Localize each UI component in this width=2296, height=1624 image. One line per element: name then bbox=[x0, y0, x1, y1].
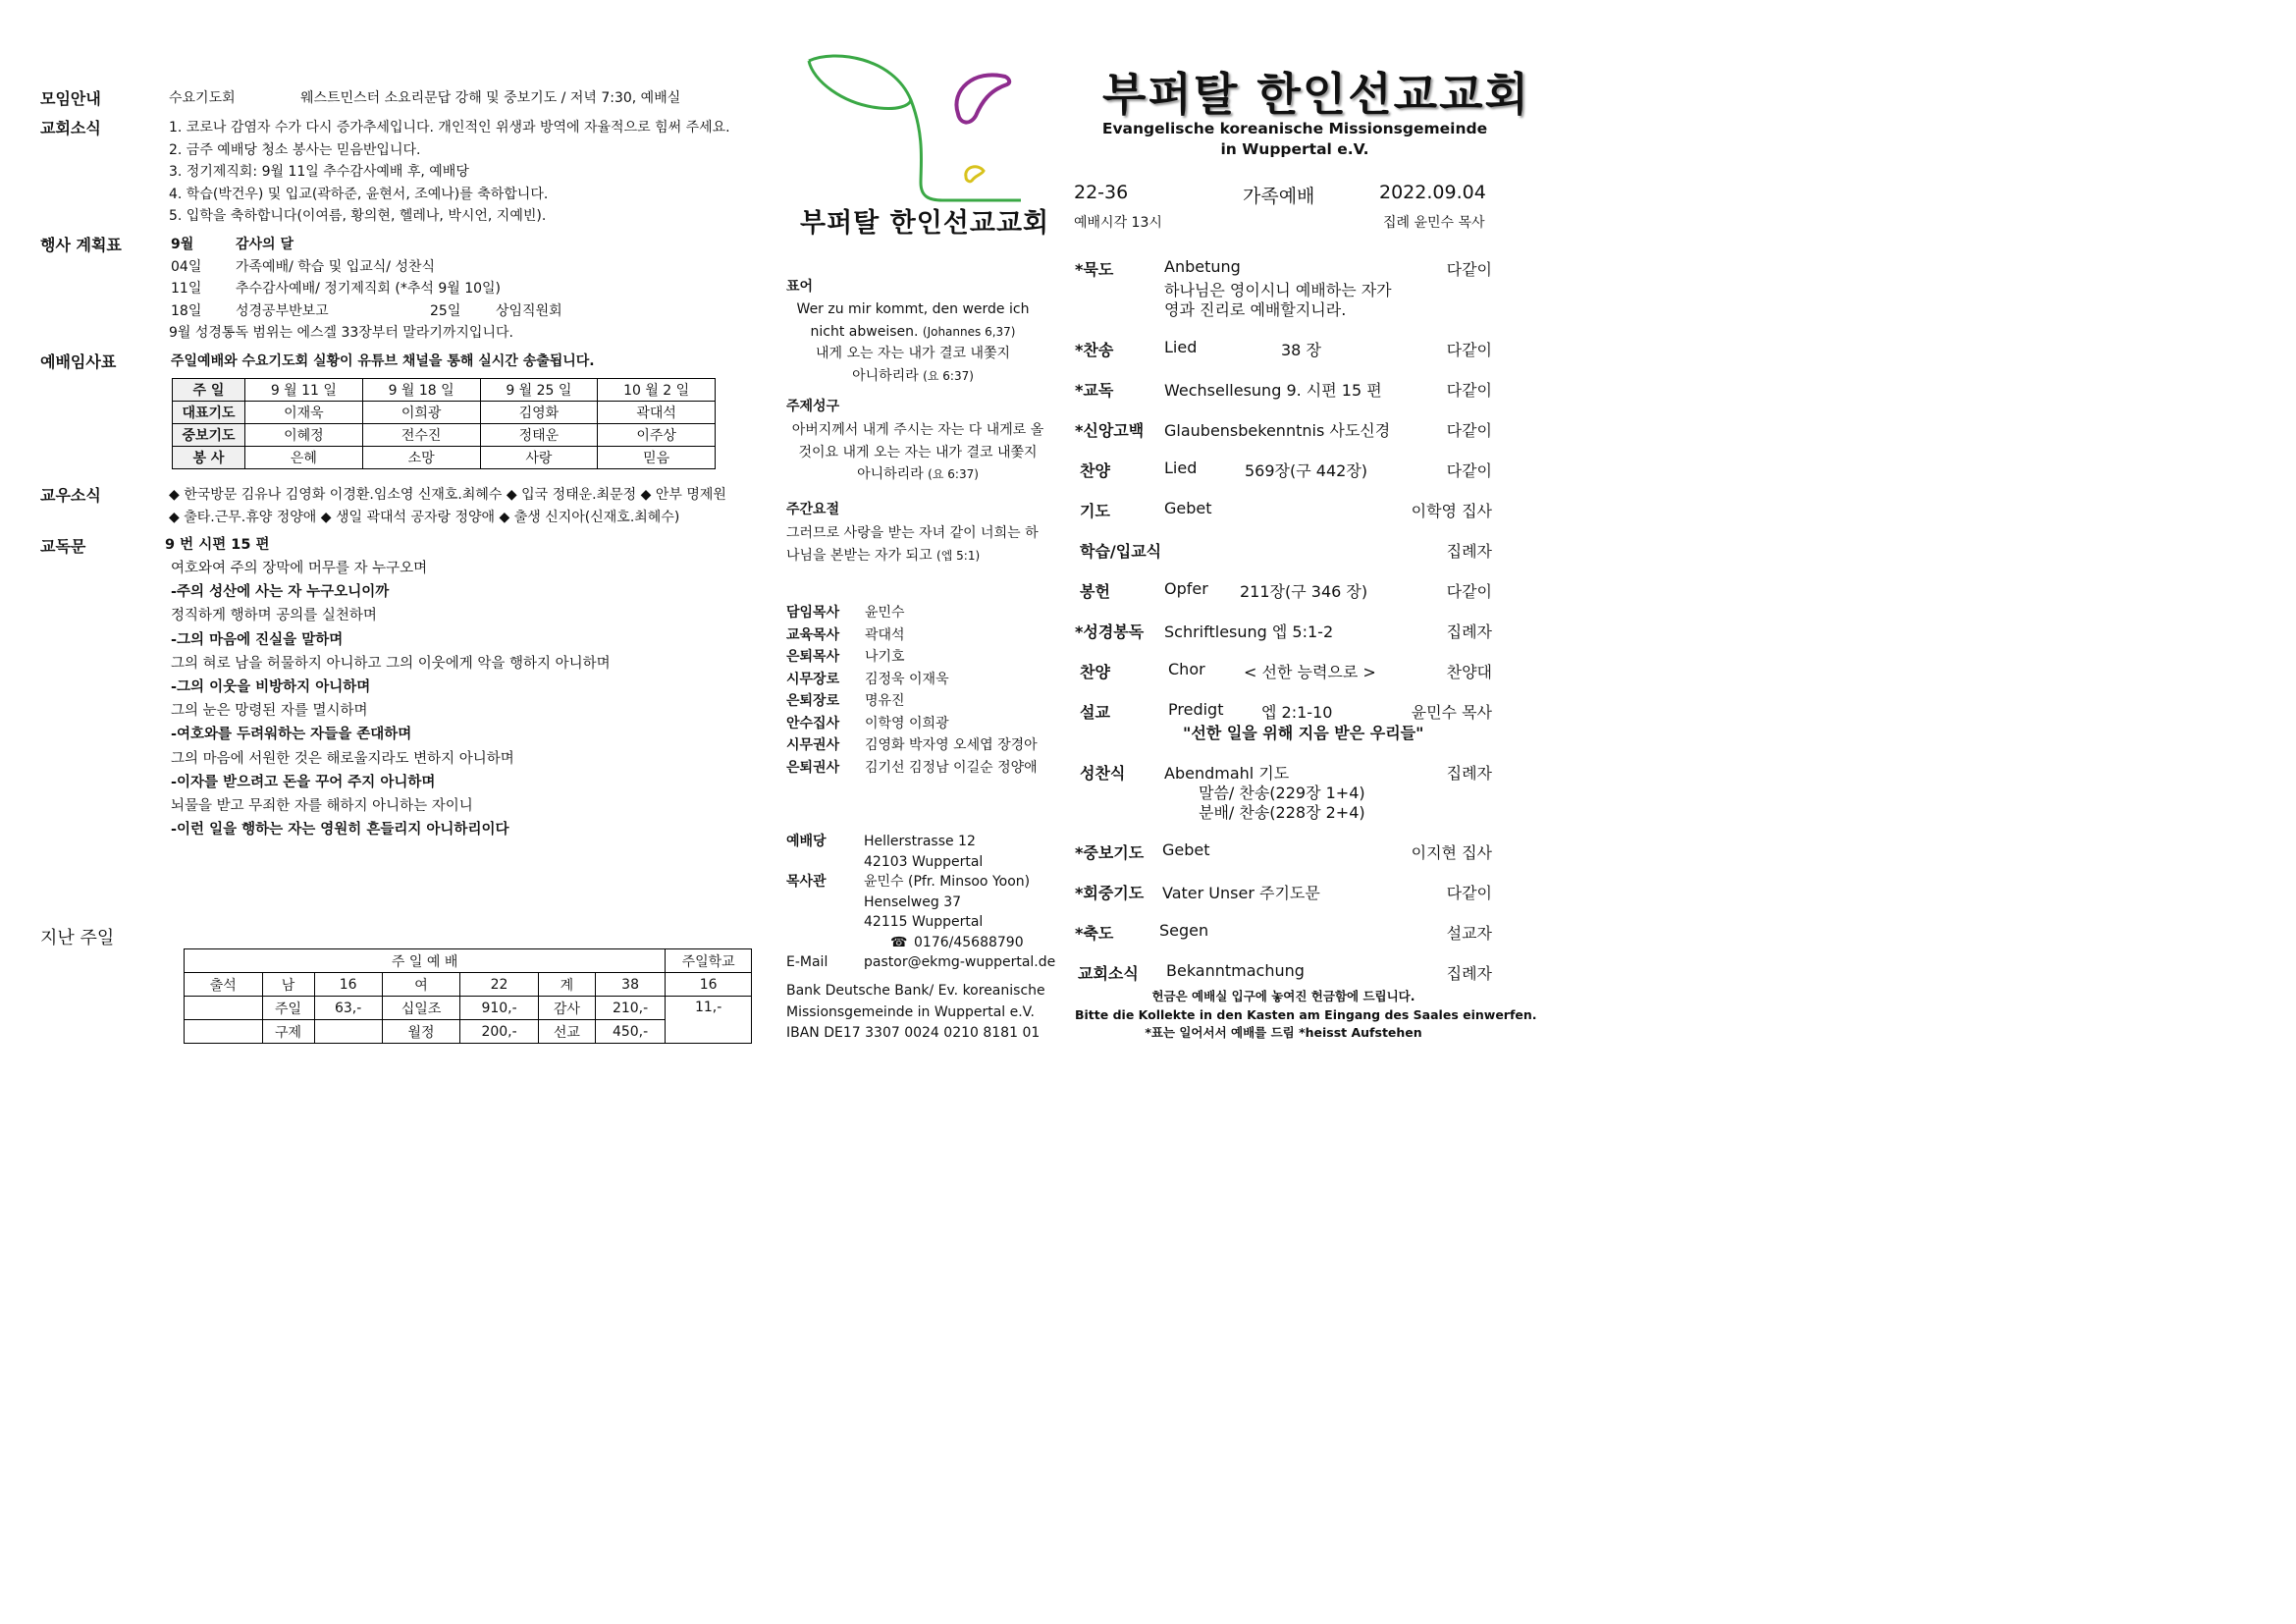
reading-line: 여호와여 주의 장막에 머무를 자 누구오며 bbox=[171, 561, 428, 576]
news-label: 교회소식 bbox=[40, 119, 101, 137]
news-item: 4. 학습(박건우) 및 입교(곽하준, 윤현서, 조예나)를 축하합니다. bbox=[169, 186, 549, 202]
table-row: 중보기도 이혜정 전수진 정태운 이주상 bbox=[173, 424, 716, 447]
reading-line: -그의 마음에 진실을 말하며 bbox=[171, 631, 344, 648]
phone-icon: ☎ bbox=[890, 934, 908, 950]
order-item: *찬송 Lied 38 장 다같이 bbox=[1075, 338, 1492, 359]
last-week-label: 지난 주일 bbox=[40, 928, 115, 948]
members-line: ◆ 출타.근무.휴양 정양애 ◆ 생일 곽대석 공자랑 정양애 ◆ 출생 신지아(신재호.최혜수) bbox=[169, 509, 680, 525]
order-item: 기도 Gebet 이학영 집사 bbox=[1080, 499, 1492, 520]
order-item: 교회소식 Bekanntmachung 집례자 bbox=[1078, 961, 1492, 983]
order-item: *교독 Wechsellesung 9. 시편 15 편 다같이 bbox=[1075, 381, 1492, 400]
attendance-table bbox=[184, 948, 752, 1044]
email-address[interactable]: pastor@ekmg-wuppertal.de bbox=[864, 954, 1056, 970]
weekly-label: 주간요절 bbox=[786, 502, 840, 517]
table-row: 출석 남 16 여 22 계 38 16 bbox=[185, 973, 752, 997]
table-row: 주 일 예 배 주일학교 bbox=[185, 949, 752, 973]
order-item: 봉헌 Opfer 211장(구 346 장) 다같이 bbox=[1080, 579, 1492, 601]
table-row: 봉 사 은혜 소망 사랑 믿음 bbox=[173, 447, 716, 469]
church-subtitle: Evangelische koreanische Missionsgemeinde in Wuppertal e.V. bbox=[1101, 120, 1488, 158]
reading-line: -이자를 받으려고 돈을 꾸어 주지 아니하며 bbox=[171, 774, 436, 790]
members-line: ◆ 한국방문 김유나 김영화 이경환.임소영 신재호.최혜수 ◆ 입국 정태운.최문정 ◆ 안부 명제원 bbox=[169, 487, 726, 503]
staff-row: 안수집사 이학영 이희광 bbox=[786, 715, 949, 731]
logo-text: 부퍼탈 한인선교교회 bbox=[800, 208, 1050, 239]
church-address-label: 예배당 bbox=[786, 834, 827, 849]
service-time: 예배시각 13시 bbox=[1074, 215, 1162, 231]
staff-row: 시무장로 김정욱 이재욱 bbox=[786, 671, 949, 687]
members-block bbox=[169, 484, 726, 528]
order-item: *성경봉독 Schriftlesung 엡 5:1-2 집례자 bbox=[1075, 623, 1492, 641]
staff-row: 은퇴장로 명유진 bbox=[786, 693, 905, 709]
news-item: 2. 금주 예배당 청소 봉사는 믿음반입니다. bbox=[169, 141, 421, 158]
news-item: 1. 코로나 감염자 수가 다시 증가추세입니다. 개인적인 위생과 방역에 자율적으로 힘써 주세요. bbox=[169, 120, 730, 135]
footer-notes: 헌금은 예배실 입구에 놓여진 헌금함에 드립니다. Bitte die Kollekte in den Kasten am Eingang des Saales einwerfen. *표는 일어서서 예배를 드림 *heisst Aufstehen bbox=[1075, 989, 1537, 1040]
order-item: 성찬식 Abendmahl 기도 집례자 말씀/ 찬송(229장 1+4) 분배/ 찬송(228장 2+4) bbox=[1080, 764, 1492, 822]
staff-row: 시무권사 김영화 박자영 오세엽 장경아 bbox=[786, 737, 1038, 753]
order-item: *회중기도 Vater Unser 주기도문 다같이 bbox=[1075, 884, 1492, 902]
bulletin-page bbox=[0, 0, 1537, 1083]
contact-block: 예배당 Hellerstrasse 12 42103 Wuppertal 목사관 윤민수 (Pfr. Minsoo Yoon) Henselweg 37 42115 Wuppertal ☎ 0176/45688790 E-Mail pastor@ekmg-wuppertal.de bbox=[786, 832, 828, 973]
events-month: 9월 bbox=[171, 237, 194, 252]
staff-row: 교육목사 곽대석 bbox=[786, 626, 905, 643]
events-note: 9월 성경통독 범위는 에스겔 33장부터 말라기까지입니다. bbox=[169, 325, 513, 341]
reading-line: -이런 일을 행하는 자는 영원히 흔들리지 아니하리이다 bbox=[171, 822, 509, 839]
phone-number: 0176/45688790 bbox=[914, 934, 1024, 950]
theme-label: 주제성구 bbox=[786, 399, 840, 414]
news-item: 5. 입학을 축하합니다(이여름, 황의현, 헬레나, 박시언, 지예빈). bbox=[169, 208, 547, 224]
meeting-name: 수요기도회 bbox=[169, 90, 236, 106]
service-date: 2022.09.04 bbox=[1379, 182, 1486, 203]
bank-info: Bank Deutsche Bank/ Ev. koreanische Missionsgemeinde in Wuppertal e.V. IBAN DE17 3307 0024 0210 8181 01 bbox=[786, 983, 1045, 1041]
reading-line: 그의 눈은 망령된 자를 멸시하며 bbox=[171, 703, 368, 720]
members-label: 교우소식 bbox=[40, 486, 101, 505]
reading-line: -주의 성산에 사는 자 누구오니이까 bbox=[171, 584, 390, 601]
meeting-desc: 웨스트민스터 소요리문답 강해 및 중보기도 / 저녁 7:30, 예배실 bbox=[300, 90, 681, 106]
order-item: *신앙고백 Glaubensbekenntnis 사도신경 다같이 bbox=[1075, 421, 1492, 440]
meeting-label: 모임안내 bbox=[40, 89, 101, 108]
service-leader: 집례 윤민수 목사 bbox=[1383, 215, 1485, 231]
news-list bbox=[169, 117, 730, 228]
church-logo-icon bbox=[795, 47, 1031, 209]
reading-line: 뇌물을 받고 무죄한 자를 해하지 아니하는 자이니 bbox=[171, 798, 473, 815]
duty-table bbox=[172, 378, 716, 469]
order-item: 찬양 Chor < 선한 능력으로 > 찬양대 bbox=[1080, 660, 1492, 681]
service-type: 가족예배 bbox=[1243, 186, 1315, 207]
event-row: 18일 성경공부반보고 25일 상임직원회 bbox=[171, 302, 562, 319]
table-row: 주일 63,- 십일조 910,- 감사 210,- 11,- bbox=[185, 997, 752, 1020]
manse-label: 목사관 bbox=[786, 874, 827, 890]
sermon-title: "선한 일을 위해 지음 받은 우리들" bbox=[1183, 724, 1424, 742]
reading-line: -그의 이웃을 비방하지 아니하며 bbox=[171, 679, 371, 696]
reading-line: -여호와를 두려워하는 자들을 존대하며 bbox=[171, 727, 412, 743]
reading-label: 교독문 bbox=[40, 537, 86, 556]
order-item: 찬양 Lied 569장(구 442장) 다같이 bbox=[1080, 459, 1492, 480]
reading-line: 그의 혀로 남을 허물하지 아니하고 그의 이웃에게 악을 행하지 아니하며 bbox=[171, 655, 611, 672]
table-row: 구제 월정 200,- 선교 450,- bbox=[185, 1020, 752, 1044]
event-row: 11일 추수감사예배/ 정기제직회 (*추석 9월 10일) bbox=[171, 281, 502, 297]
order-item: 설교 Predigt 엡 2:1-10 윤민수 목사 "선한 일을 위해 지음 받은 우리들" bbox=[1080, 700, 1492, 742]
events-theme: 감사의 달 bbox=[236, 237, 294, 252]
table-row: 주 일 9 월 11 일 9 월 18 일 9 월 25 일 10 월 2 일 bbox=[173, 379, 716, 402]
events-label: 행사 계획표 bbox=[40, 236, 122, 254]
news-item: 3. 정기제직회: 9월 11일 추수감사예배 후, 예배당 bbox=[169, 164, 469, 180]
order-item: *중보기도 Gebet 이지현 집사 bbox=[1075, 840, 1492, 862]
reading-title: 9 번 시편 15 편 bbox=[165, 537, 270, 553]
duty-note: 주일예배와 수요기도회 실황이 유튜브 채널을 통해 실시간 송출됩니다. bbox=[171, 353, 595, 369]
table-row: 대표기도 이재욱 이희광 김영화 곽대석 bbox=[173, 402, 716, 424]
reading-line: 정직하게 행하며 공의를 실천하며 bbox=[171, 608, 377, 624]
staff-row: 담임목사 윤민수 bbox=[786, 605, 905, 621]
motto-label: 표어 bbox=[786, 279, 814, 295]
bulletin-number: 22-36 bbox=[1074, 182, 1129, 203]
order-item: *묵도 Anbetung 다같이 하나님은 영이시니 예배하는 자가 영과 진리로 예배할지니라. bbox=[1075, 257, 1492, 319]
staff-row: 은퇴권사 김기선 김정남 이길순 정양애 bbox=[786, 759, 1038, 776]
staff-row: 은퇴목사 나기호 bbox=[786, 649, 905, 665]
weekly-text: 그러므로 사랑을 받는 자녀 같이 너희는 하 나님을 본받는 자가 되고 (엡 5:1) bbox=[786, 525, 1039, 564]
motto-text: Wer zu mir kommt, den werde ich nicht abweisen. (Johannes 6,37) 내게 오는 자는 내가 결코 내쫓지 아니하리라 (요 6:37) bbox=[796, 301, 1030, 384]
events-block bbox=[169, 234, 562, 345]
reading-line: 그의 마음에 서원한 것은 해로울지라도 변하지 아니하며 bbox=[171, 750, 514, 767]
order-item: *축도 Segen 설교자 bbox=[1075, 921, 1492, 943]
theme-text: 아버지께서 내게 주시는 자는 다 내게로 올 것이요 내게 오는 자는 내가 결코 내쫓지 아니하리라 (요 6:37) bbox=[791, 422, 1044, 482]
staff-list bbox=[786, 602, 1038, 779]
duty-label: 예배임사표 bbox=[40, 352, 117, 371]
order-item: 학습/입교식 집례자 bbox=[1080, 542, 1492, 561]
event-row: 04일 가족예배/ 학습 및 입교식/ 성찬식 bbox=[171, 258, 436, 275]
reading-lines bbox=[171, 557, 611, 841]
church-title: 부퍼탈 한인선교교회 bbox=[1102, 68, 1530, 121]
